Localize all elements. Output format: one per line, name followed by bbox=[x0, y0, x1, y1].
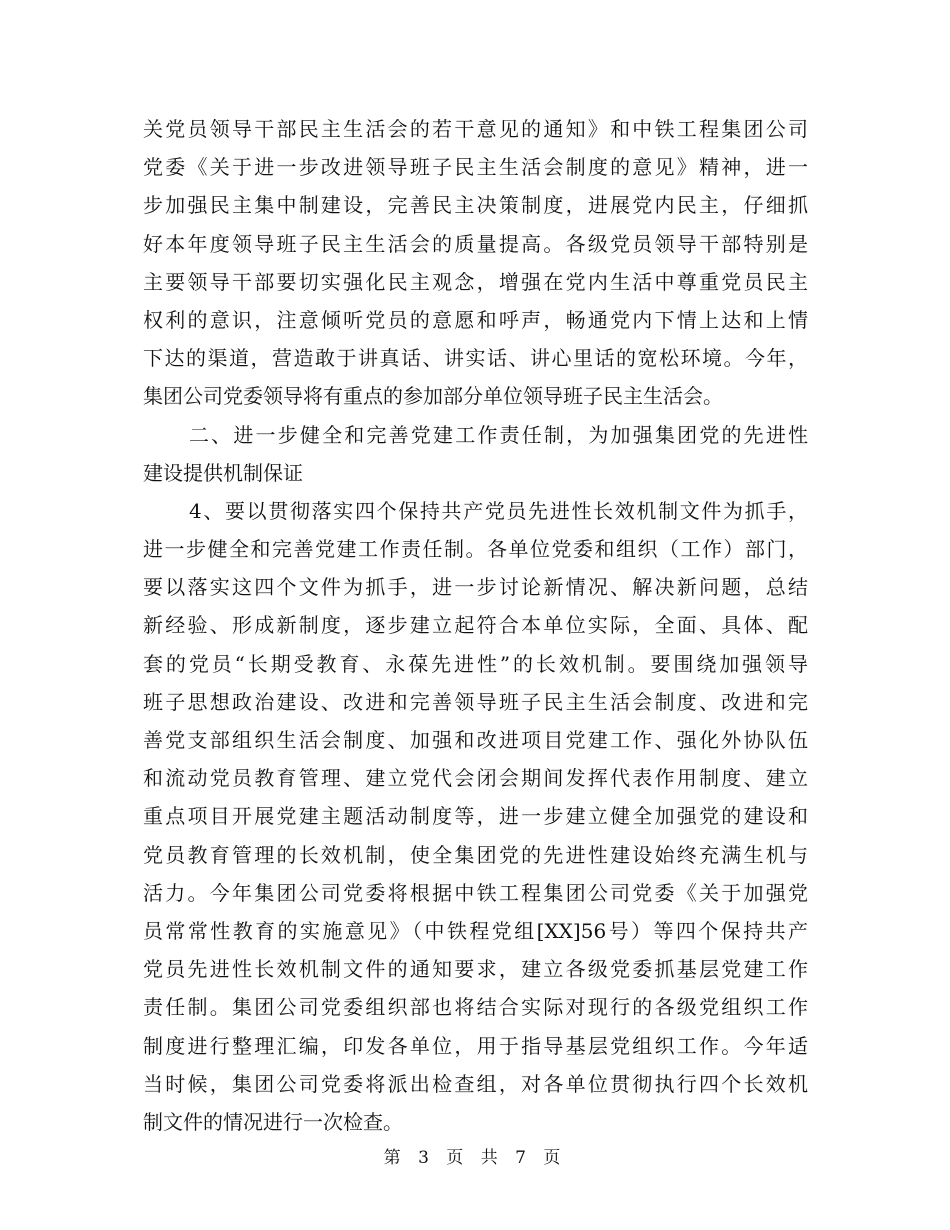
text-line: 员常常性教育的实施意见》（中铁程党组[XX]56号）等四个保持共产 bbox=[143, 918, 808, 943]
text-line: 进一步健全和完善党建工作责任制。各单位党委和组织（工作）部门， bbox=[143, 537, 808, 562]
text-line: 和流动党员教育管理、建立党代会闭会期间发挥代表作用制度、建立 bbox=[143, 766, 808, 791]
text-line: 责任制。集团公司党委组织部也将结合实际对现行的各级党组织工作 bbox=[143, 995, 808, 1020]
text-line: 4、要以贯彻落实四个保持共产党员先进性长效机制文件为抓手， bbox=[189, 498, 808, 523]
text-line: 党委《关于进一步改进领导班子民主生活会制度的意见》精神，进一 bbox=[143, 155, 808, 180]
text-line: 步加强民主集中制建设，完善民主决策制度，进展党内民主，仔细抓 bbox=[143, 193, 808, 218]
text-line: 新经验、形成新制度，逐步建立起符合本单位实际，全面、具体、配 bbox=[143, 613, 808, 638]
text-line: 集团公司党委领导将有重点的参加部分单位领导班子民主生活会。 bbox=[143, 384, 723, 409]
text-line: 二、进一步健全和完善党建工作责任制，为加强集团党的先进性 bbox=[189, 422, 808, 447]
text-line: 套的党员“长期受教育、永葆先进性”的长效机制。要围绕加强领导 bbox=[143, 651, 808, 676]
text-line: 下达的渠道，营造敢于讲真话、讲实话、讲心里话的宽松环境。今年， bbox=[143, 346, 808, 371]
text-line: 主要领导干部要切实强化民主观念，增强在党内生活中尊重党员民主 bbox=[143, 269, 808, 294]
page-footer: 第 3 页 共 7 页 bbox=[383, 1148, 567, 1168]
text-line: 党员教育管理的长效机制，使全集团党的先进性建设始终充满生机与 bbox=[143, 842, 808, 867]
text-line: 党员先进性长效机制文件的通知要求，建立各级党委抓基层党建工作 bbox=[143, 957, 808, 982]
text-line: 要以落实这四个文件为抓手，进一步讨论新情况、解决新问题，总结 bbox=[143, 575, 808, 600]
text-line: 制度进行整理汇编，印发各单位，用于指导基层党组织工作。今年适 bbox=[143, 1033, 808, 1058]
text-line: 权利的意识，注意倾听党员的意愿和呼声，畅通党内下情上达和上情 bbox=[143, 307, 808, 332]
text-line: 活力。今年集团公司党委将根据中铁工程集团公司党委《关于加强党 bbox=[143, 880, 808, 905]
text-line: 关党员领导干部民主生活会的若干意见的通知》和中铁工程集团公司 bbox=[143, 117, 808, 141]
text-line: 建设提供机制保证 bbox=[143, 460, 303, 485]
text-line: 当时候，集团公司党委将派出检查组，对各单位贯彻执行四个长效机 bbox=[143, 1071, 808, 1096]
body-text bbox=[143, 110, 808, 1141]
text-line: 班子思想政治建设、改进和完善领导班子民主生活会制度、改进和完 bbox=[143, 689, 808, 714]
text-line: 重点项目开展党建主题活动制度等，进一步建立健全加强党的建设和 bbox=[143, 804, 808, 829]
text-line: 制文件的情况进行一次检查。 bbox=[143, 1109, 403, 1134]
text-line: 善党支部组织生活会制度、加强和改进项目党建工作、强化外协队伍 bbox=[143, 728, 808, 752]
text-line: 好本年度领导班子民主生活会的质量提高。各级党员领导干部特别是 bbox=[143, 231, 808, 256]
